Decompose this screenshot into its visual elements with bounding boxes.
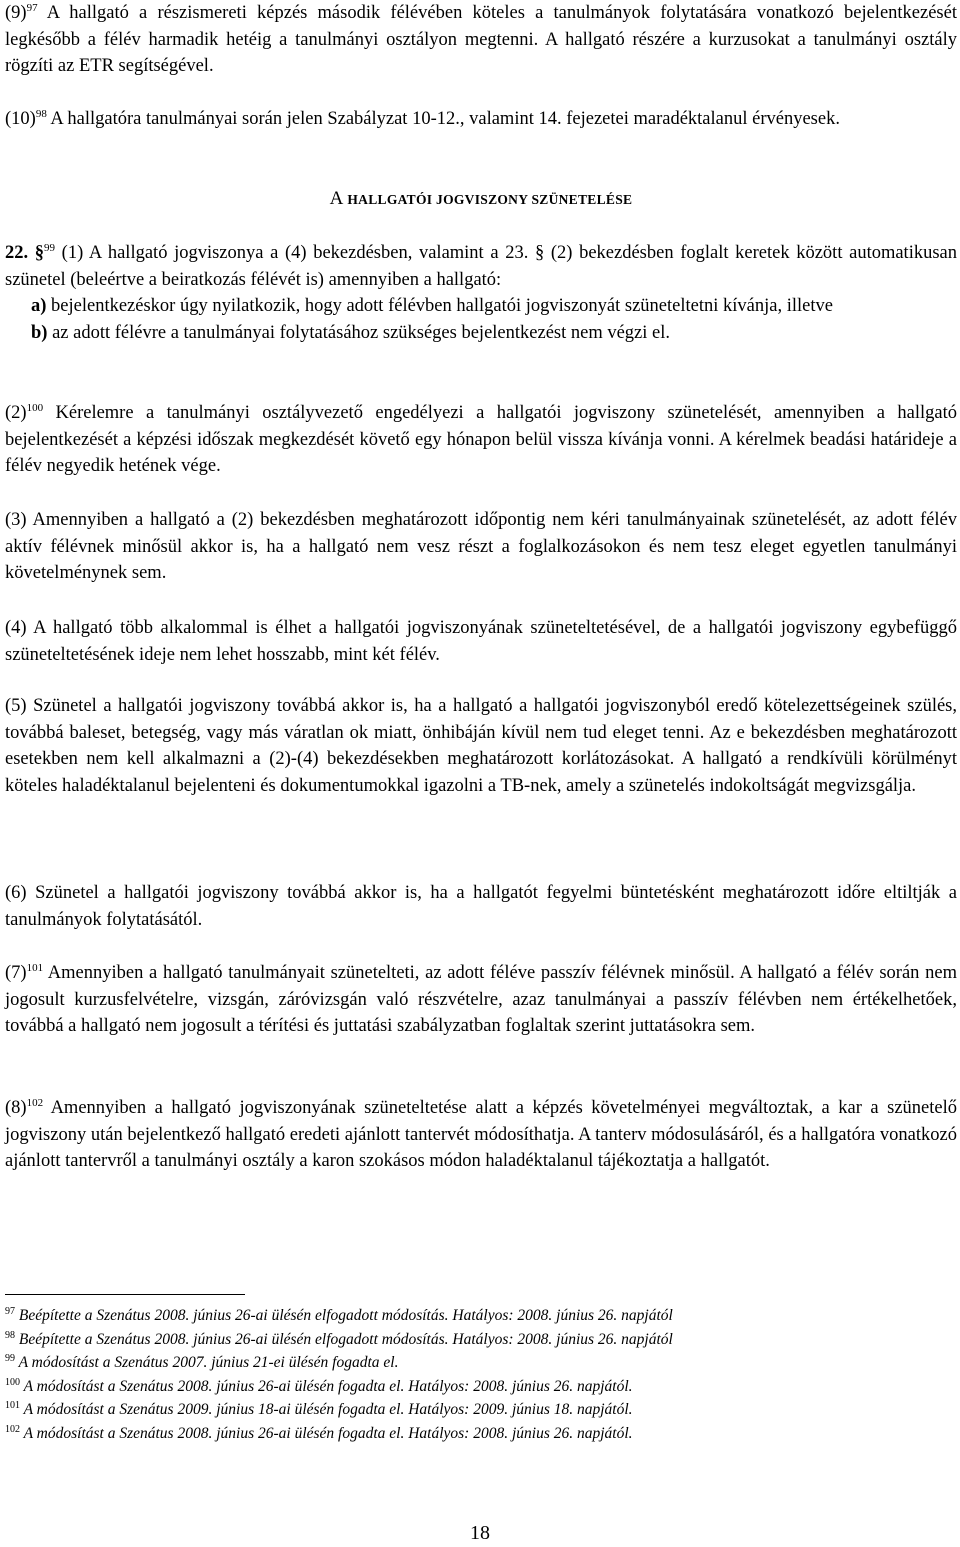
- footnote-ref[interactable]: 99: [44, 242, 56, 254]
- paragraph-10: [5, 106, 957, 133]
- paragraph-label: (7): [5, 963, 27, 983]
- footnote-ref[interactable]: 97: [26, 2, 38, 14]
- footnote-ref[interactable]: 98: [35, 108, 47, 120]
- footnote: [5, 1304, 957, 1328]
- paragraph-text: (4) A hallgató több alkalommal is élhet a hallgatói jogviszonyának szüneteltetésével, de a hallgatói jogviszony egybefüggő szüneteltetésének ideje nem lehet hosszabb, mint két félév.: [5, 618, 957, 665]
- paragraph-text: (5) Szünetel a hallgatói jogviszony továbbá akkor is, ha a hallgató a hallgatói jogviszonyból eredő kötelezettségeinek szülés, továbbá baleset, betegség, vagy más váratlan ok miatt, önhibáján kívül nem tud eleget tenni. Az e bekezdésben meghatározott esetekben nem kell alkalmazni a (2)-(4) bekezdésekben meghatározott korlátozásokat. A hallgató a rendkívüli körülményt köteles haladéktalanul bejelenteni és dokumentumokkal igazolni a TB-nek, amely a szünetelés indokoltságát megvizsgálja.: [5, 696, 957, 796]
- paragraph-text: (6) Szünetel a hallgatói jogviszony továbbá akkor is, ha a hallgatót fegyelmi büntetésként meghatározott időre eltiltják a tanulmányok folytatásától.: [5, 883, 957, 930]
- footnote-number: 97: [5, 1306, 15, 1317]
- paragraph-text: Amennyiben a hallgató jogviszonyának szüneteltetése alatt a képzés követelményei megváltoztak, a kar a szünetelő jogviszony után bejelentkező hallgató eredeti ajánlott tantervét módosíthatja. A tanterv módosulásáról, és a hallgatóra vonatkozó ajánlott tantervről a tanulmányi osztály a karon szokásos módon haladéktalanul tájékoztatja a hallgatót.: [5, 1098, 957, 1171]
- footnote-number: 98: [5, 1329, 15, 1341]
- footnote-divider: [5, 1294, 245, 1295]
- paragraph-6: [5, 880, 957, 933]
- section-number: 22.: [5, 243, 29, 263]
- item-label: a): [31, 296, 47, 316]
- footnote-text: Beépítette a Szenátus 2008. június 26-ai ülésén elfogadott módosítás. Hatályos: 2008. június 26. napjától: [15, 1330, 673, 1348]
- footnote-ref[interactable]: 102: [26, 1097, 44, 1109]
- page-number: 18: [470, 1522, 490, 1544]
- heading-initial: A: [329, 188, 344, 209]
- footnote-number: 102: [5, 1423, 20, 1435]
- paragraph-2: [5, 400, 957, 480]
- footnote-text: A módosítást a Szenátus 2009. június 18-ai ülésén fogadta el. Hatályos: 2009. június 18. napjától.: [20, 1401, 633, 1418]
- footnote-number: 101: [5, 1400, 20, 1411]
- item-text: bejelentkezéskor úgy nyilatkozik, hogy adott félévben hallgatói jogviszonyát szüneteltetni kívánja, illetve: [46, 296, 833, 316]
- paragraph-4: [5, 615, 957, 668]
- item-text: az adott félévre a tanulmányai folytatásához szükséges bejelentkezést nem végzi el.: [47, 322, 671, 343]
- paragraph-text: Kérelemre a tanulmányi osztályvezető engedélyezi a hallgatói jogviszony szünetelését, amennyiben a hallgató bejelentkezését a képzési időszak megkezdését követő egy hónapon belül vissza kívánja vonni. A kérelmek beadási határideje a félév negyedik hetének vége.: [5, 403, 957, 476]
- footnote: [5, 1422, 957, 1446]
- footnote: [5, 1351, 957, 1375]
- paragraph-3: [5, 507, 957, 587]
- paragraph-text: A hallgató a részismereti képzés második félévében köteles a tanulmányok folytatására vonatkozó bejelentkezését legkésőbb a félév harmadik hetéig a tanulmányi osztályon megtenni. A hallgató részére a kurzusokat a tanulmányi osztály rögzíti az ETR segítségével.: [5, 3, 957, 76]
- footnote: [5, 1328, 957, 1352]
- paragraph-text: (1) A hallgató jogviszonya a (4) bekezdésben, valamint a 23. § (2) bekezdésben foglalt keretek között automatikusan szünetel (beleértve a beiratkozás félévét is) amennyiben a hallgató:: [5, 243, 958, 290]
- paragraph-label: (2): [5, 403, 27, 423]
- paragraph-7: [5, 960, 957, 1040]
- paragraph-label: (10): [5, 109, 36, 129]
- footnote-ref[interactable]: 101: [26, 962, 44, 974]
- paragraph-9: [5, 0, 957, 80]
- paragraph-5: [5, 693, 957, 799]
- paragraph-8: [5, 1095, 957, 1175]
- footnote-number: 99: [5, 1353, 15, 1364]
- footnote-text: A módosítást a Szenátus 2008. június 26-ai ülésén fogadta el. Hatályos: 2008. június 26. napjától.: [20, 1424, 633, 1442]
- paragraph-text: (3) Amennyiben a hallgató a (2) bekezdésben meghatározott időpontig nem kéri tanulmányainak szünetelését, az adott félév aktív félévnek minősül akkor is, ha a hallgató nem vesz részt a foglalkozásokon és nem tesz eleget egyetlen tanulmányi követelménynek sem.: [5, 510, 957, 583]
- paragraph-label: (8): [5, 1098, 27, 1118]
- paragraph-sign: §: [28, 243, 45, 263]
- paragraph-text: A hallgatóra tanulmányai során jelen Szabályzat 10-12., valamint 14. fejezetei maradéktalanul érvényesek.: [46, 109, 840, 129]
- footnote-text: A módosítást a Szenátus 2008. június 26-ai ülésén fogadta el. Hatályos: 2008. június 26. napjától.: [20, 1377, 633, 1395]
- footnote-text: Beépítette a Szenátus 2008. június 26-ai ülésén elfogadott módosítás. Hatályos: 2008. június 26. napjától: [15, 1307, 673, 1324]
- heading-text: HALLGATÓI JOGVISZONY SZÜNETELÉSE: [343, 192, 633, 207]
- footnote: [5, 1375, 957, 1399]
- footnote-text: A módosítást a Szenátus 2007. június 21-ei ülésén fogadta el.: [15, 1354, 399, 1371]
- section-heading: [5, 188, 957, 210]
- item-b: [5, 320, 957, 347]
- footnote: [5, 1398, 957, 1422]
- footnotes: [5, 1304, 957, 1445]
- item-a: [5, 293, 957, 320]
- footnote-ref[interactable]: 100: [26, 402, 44, 414]
- footnote-number: 100: [5, 1376, 20, 1388]
- item-label: b): [31, 322, 48, 343]
- paragraph-text: Amennyiben a hallgató tanulmányait szünetelteti, az adott féléve passzív félévnek minősül. A hallgató a félév során nem jogosult kurzusfelvételre, vizsgán, záróvizsgán való részvételre, azaz tanulmányai a passzív félévben nem értékelhetőek, továbbá a hallgató nem jogosult a térítési és juttatási szabályzatban foglaltak szerint juttatásokra sem.: [5, 963, 957, 1036]
- paragraph-label: (9): [5, 3, 27, 23]
- section-22: [5, 240, 957, 346]
